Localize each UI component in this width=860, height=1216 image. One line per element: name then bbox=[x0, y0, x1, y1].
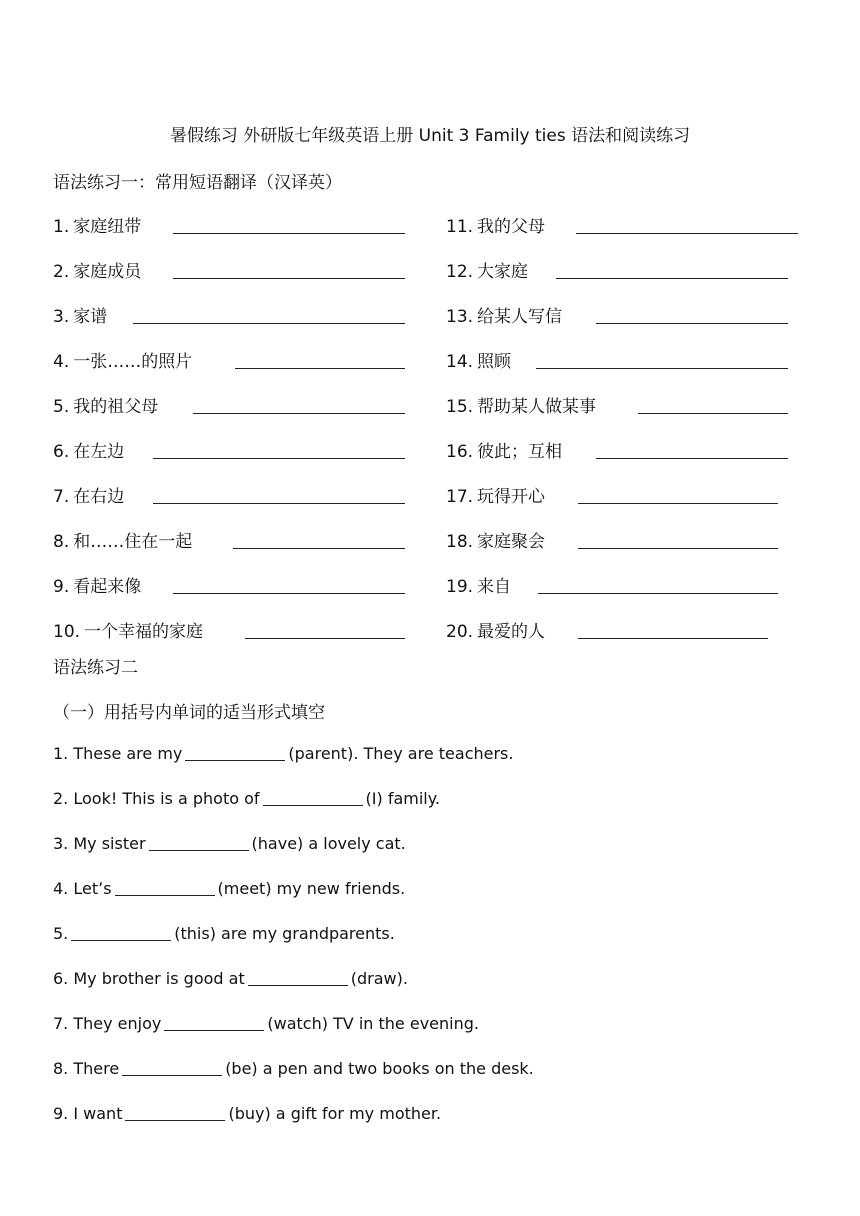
phrase-item bbox=[53, 617, 405, 643]
item-text: 帮助某人做某事 bbox=[477, 397, 597, 417]
sentence-after: (I) family. bbox=[365, 789, 441, 808]
sentence-item bbox=[53, 1104, 441, 1123]
item-text: 在右边 bbox=[73, 487, 125, 507]
item-text: 最爱的人 bbox=[477, 622, 546, 642]
item-text: 彼此；互相 bbox=[477, 442, 563, 462]
sentence-blank[interactable] bbox=[164, 1016, 264, 1031]
item-number: 14. bbox=[446, 352, 474, 372]
sentence-after: (watch) TV in the evening. bbox=[267, 1014, 479, 1033]
section2-subheading: （一）用括号内单词的适当形式填空 bbox=[53, 703, 325, 723]
sentence-blank[interactable] bbox=[122, 1061, 222, 1076]
sentence-after: (meet) my new friends. bbox=[217, 879, 406, 898]
sentence-before: 9. I want bbox=[53, 1104, 123, 1123]
sentence-before: 4. Let’s bbox=[53, 879, 112, 898]
sentence-before: 3. My sister bbox=[53, 834, 146, 853]
phrase-item bbox=[446, 527, 778, 553]
sentence-before: 8. There bbox=[53, 1059, 120, 1078]
answer-blank[interactable] bbox=[233, 533, 405, 549]
item-text: 家谱 bbox=[73, 307, 108, 327]
phrase-item bbox=[446, 482, 778, 508]
answer-blank[interactable] bbox=[596, 308, 788, 324]
sentence-blank[interactable] bbox=[71, 926, 171, 941]
answer-blank[interactable] bbox=[538, 578, 778, 594]
item-number: 19. bbox=[446, 577, 474, 597]
item-text: 照顾 bbox=[477, 352, 512, 372]
item-text: 看起来像 bbox=[73, 577, 142, 597]
item-number: 20. bbox=[446, 622, 474, 642]
item-text: 我的祖父母 bbox=[73, 397, 159, 417]
sentence-before: 6. My brother is good at bbox=[53, 969, 245, 988]
phrase-item bbox=[53, 482, 405, 508]
sentence-item bbox=[53, 879, 405, 898]
item-number: 9. bbox=[53, 577, 70, 597]
item-text: 大家庭 bbox=[477, 262, 529, 282]
item-text: 家庭成员 bbox=[73, 262, 142, 282]
answer-blank[interactable] bbox=[133, 308, 405, 324]
item-text: 和……住在一起 bbox=[73, 532, 193, 552]
sentence-before: 1. These are my bbox=[53, 744, 183, 763]
item-text: 玩得开心 bbox=[477, 487, 546, 507]
item-number: 7. bbox=[53, 487, 70, 507]
item-number: 8. bbox=[53, 532, 70, 552]
item-text: 一个幸福的家庭 bbox=[84, 622, 204, 642]
item-number: 5. bbox=[53, 397, 70, 417]
item-text: 家庭聚会 bbox=[477, 532, 546, 552]
phrase-item bbox=[53, 347, 405, 373]
answer-blank[interactable] bbox=[235, 353, 405, 369]
item-text: 一张……的照片 bbox=[73, 352, 193, 372]
item-text: 我的父母 bbox=[477, 217, 546, 237]
sentence-before: 2. Look! This is a photo of bbox=[53, 789, 260, 808]
sentence-item bbox=[53, 969, 408, 988]
sentence-after: (parent). They are teachers. bbox=[288, 744, 514, 763]
sentence-item bbox=[53, 1014, 479, 1033]
answer-blank[interactable] bbox=[576, 218, 798, 234]
item-text: 家庭纽带 bbox=[73, 217, 142, 237]
item-number: 2. bbox=[53, 262, 70, 282]
phrase-item bbox=[446, 572, 778, 598]
sentence-after: (have) a lovely cat. bbox=[251, 834, 406, 853]
sentence-blank[interactable] bbox=[185, 746, 285, 761]
item-number: 16. bbox=[446, 442, 474, 462]
phrase-item bbox=[446, 257, 788, 283]
answer-blank[interactable] bbox=[153, 443, 405, 459]
item-number: 1. bbox=[53, 217, 70, 237]
phrase-item bbox=[446, 347, 788, 373]
item-number: 17. bbox=[446, 487, 474, 507]
item-text: 给某人写信 bbox=[477, 307, 563, 327]
phrase-item bbox=[53, 257, 405, 283]
section1-heading: 语法练习一：常用短语翻译（汉译英） bbox=[53, 173, 342, 193]
item-number: 10. bbox=[53, 622, 81, 642]
item-number: 11. bbox=[446, 217, 474, 237]
item-text: 来自 bbox=[477, 577, 512, 597]
phrase-item bbox=[53, 437, 405, 463]
sentence-after: (buy) a gift for my mother. bbox=[228, 1104, 442, 1123]
phrase-item bbox=[53, 572, 405, 598]
phrase-item bbox=[446, 302, 788, 328]
sentence-item bbox=[53, 744, 513, 763]
phrase-item bbox=[446, 392, 788, 418]
sentence-before: 5. bbox=[53, 924, 69, 943]
answer-blank[interactable] bbox=[153, 488, 405, 504]
sentence-after: (be) a pen and two books on the desk. bbox=[225, 1059, 534, 1078]
phrase-item bbox=[53, 392, 405, 418]
answer-blank[interactable] bbox=[578, 623, 768, 639]
sentence-item bbox=[53, 834, 406, 853]
sentence-blank[interactable] bbox=[263, 791, 363, 806]
section2-heading: 语法练习二 bbox=[53, 658, 138, 678]
sentence-blank[interactable] bbox=[149, 836, 249, 851]
answer-blank[interactable] bbox=[193, 398, 405, 414]
answer-blank[interactable] bbox=[536, 353, 788, 369]
phrase-item bbox=[446, 617, 768, 643]
answer-blank[interactable] bbox=[578, 488, 778, 504]
answer-blank[interactable] bbox=[596, 443, 788, 459]
phrase-item bbox=[446, 212, 798, 238]
item-number: 12. bbox=[446, 262, 474, 282]
answer-blank[interactable] bbox=[556, 263, 788, 279]
sentence-after: (draw). bbox=[350, 969, 408, 988]
sentence-item bbox=[53, 789, 440, 808]
sentence-blank[interactable] bbox=[248, 971, 348, 986]
worksheet-title: 暑假练习 外研版七年级英语上册 Unit 3 Family ties 语法和阅读练习 bbox=[169, 126, 691, 146]
sentence-before: 7. They enjoy bbox=[53, 1014, 162, 1033]
item-number: 6. bbox=[53, 442, 70, 462]
phrase-item bbox=[53, 527, 405, 553]
answer-blank[interactable] bbox=[173, 263, 405, 279]
answer-blank[interactable] bbox=[173, 578, 405, 594]
item-number: 13. bbox=[446, 307, 474, 327]
phrase-item bbox=[53, 302, 405, 328]
sentence-after: (this) are my grandparents. bbox=[174, 924, 395, 943]
phrase-item bbox=[53, 212, 405, 238]
item-number: 4. bbox=[53, 352, 70, 372]
answer-blank[interactable] bbox=[245, 623, 405, 639]
item-number: 15. bbox=[446, 397, 474, 417]
phrase-item bbox=[446, 437, 788, 463]
sentence-blank[interactable] bbox=[115, 881, 215, 896]
answer-blank[interactable] bbox=[638, 398, 788, 414]
sentence-item bbox=[53, 1059, 534, 1078]
answer-blank[interactable] bbox=[578, 533, 778, 549]
item-number: 18. bbox=[446, 532, 474, 552]
sentence-blank[interactable] bbox=[125, 1106, 225, 1121]
item-number: 3. bbox=[53, 307, 70, 327]
answer-blank[interactable] bbox=[173, 218, 405, 234]
sentence-item bbox=[53, 924, 395, 943]
item-text: 在左边 bbox=[73, 442, 125, 462]
